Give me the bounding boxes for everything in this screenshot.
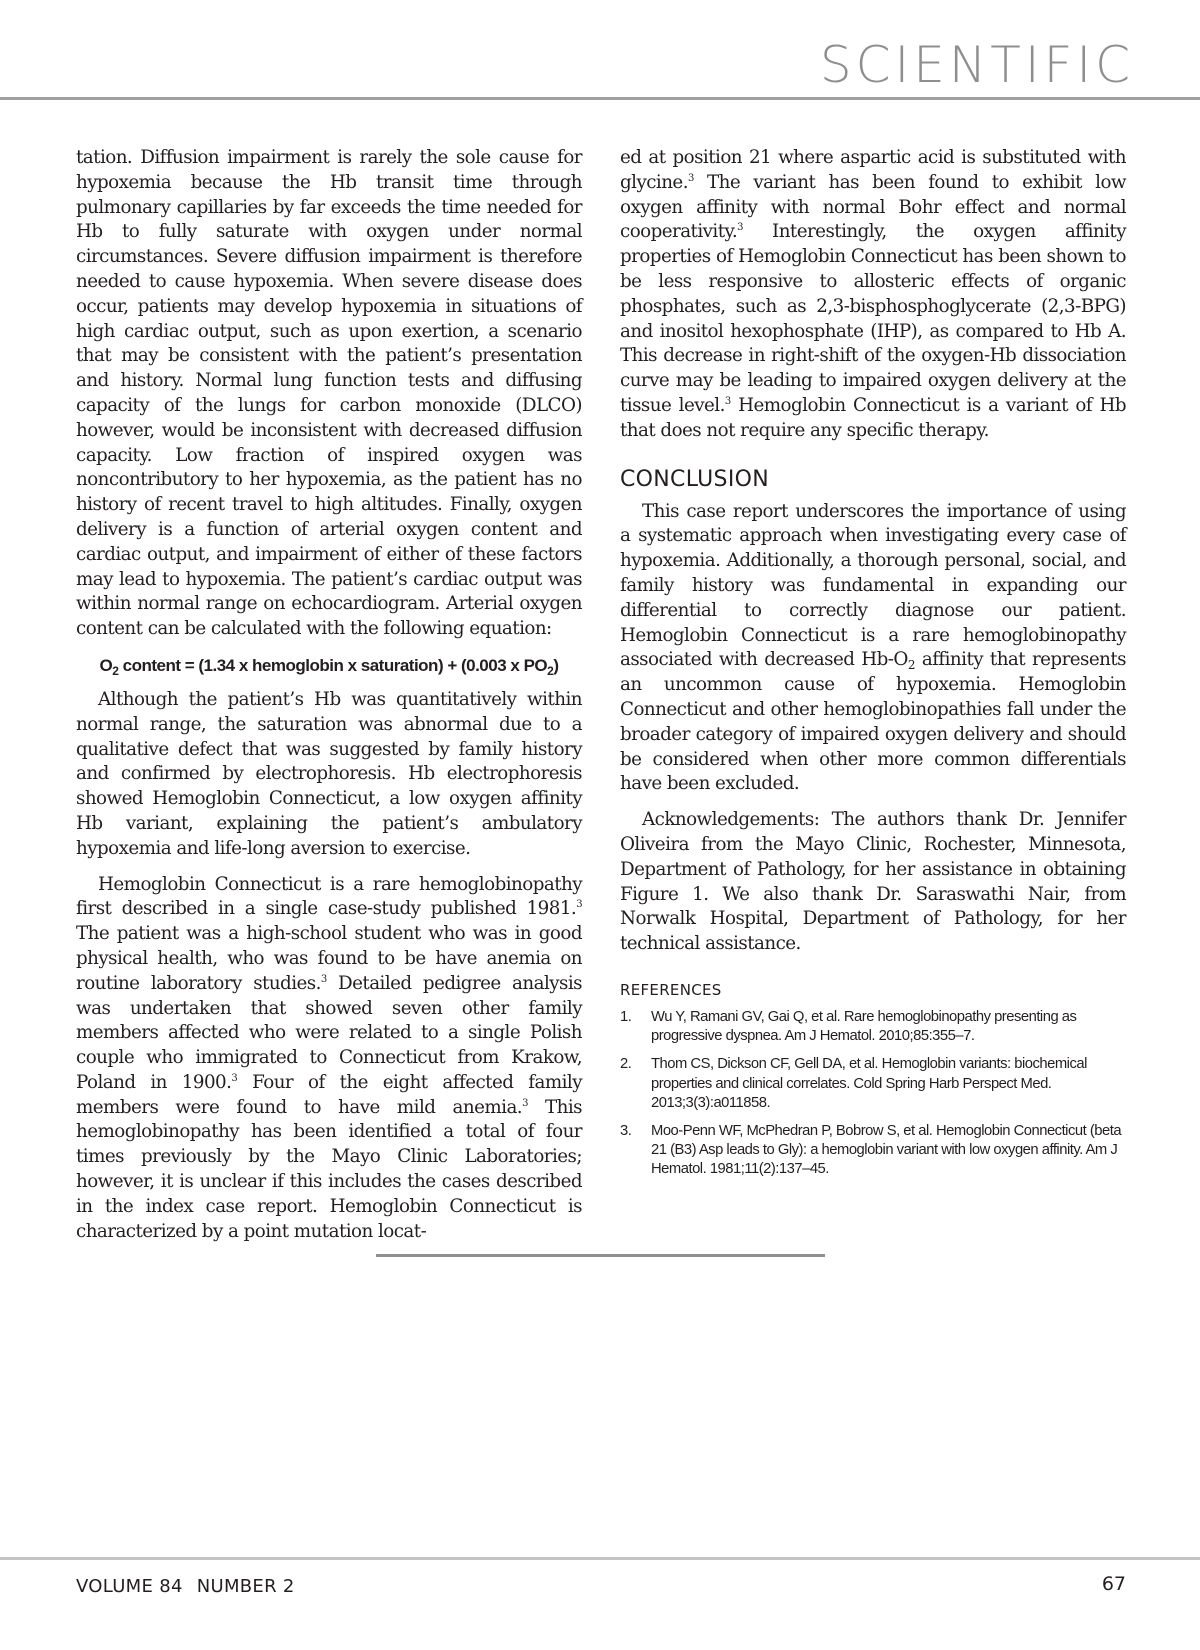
citation-marker: 3	[320, 973, 327, 985]
citation-marker: 3	[576, 899, 582, 911]
oxygen-content-equation: $O_2$ content = (1.34 x hemoglobin x saturation) + (0.003 x $PO_2$)	[99, 655, 559, 678]
header-rule	[0, 97, 1200, 100]
references-heading: REFERENCES	[620, 980, 722, 999]
acknowledgements-paragraph: Acknowledgements: The authors thank Dr. Jennifer Oliveira from the Mayo Clinic, Rochester, Minnesota, Department of Pathology, for her assistance in obtaining Figure 1. We also thank Dr. Saraswathi Nair, from Norwalk Hospital, Department of Pathology, for her technical assistance.	[620, 809, 1126, 955]
conclusion-paragraph: This case report underscores the importance of using a systematic approach when investigating every case of hypoxemia. Additionally, a thorough personal, social, and family history was fundamental in expanding our differential to correctly diagnose our patient. Hemoglobin Connecticut is a rare hemoglobinopathy associated with decreased $Hb-O_2$ affinity that represents an uncommon cause of hypoxemia. Hemoglobin Connecticut and other hemoglobinopathies fall under the broader category of impaired oxygen delivery and should be considered when other more common differentials have been excluded.	[620, 500, 1126, 795]
page-number: 67	[1101, 1573, 1126, 1595]
left-column	[76, 146, 582, 1255]
article-end-rule	[376, 1254, 825, 1257]
citation-marker: 3	[737, 222, 743, 234]
citation-marker: 3	[724, 395, 731, 407]
body-paragraph: tation. Diffusion impairment is rarely the sole cause for hypoxemia because the Hb transit time through pulmonary capillaries by far exceeds the time needed for Hb to fully saturate with oxygen under normal circumstances. Severe diffusion impairment is therefore needed to cause hypoxemia. When severe disease does occur, patients may develop hypoxemia in situations of high cardiac output, such as upon exertion, a scenario that may be consistent with the patient’s presentation and history. Normal lung function tests and diffusing capacity of the lungs for carbon monoxide (DLCO) however, would be inconsistent with decreased diffusion capacity. Low fraction of inspired oxygen was noncontributory to her hypoxemia, as the patient has no history of recent travel to high altitudes. Finally, oxygen delivery is a function of arterial oxygen content and cardiac output, and impairment of either of these factors may lead to hypoxemia. The patient’s cardiac output was within normal range on echocardiogram. Arterial oxygen content can be calculated with the following equation:	[76, 147, 582, 640]
right-column	[620, 146, 1126, 1189]
citation-marker: 3	[687, 172, 694, 184]
section-title: SCIENTIFIC	[819, 36, 1134, 94]
body-paragraph: ed at position 21 where aspartic acid is substituted with glycine.$^3$ The variant has been found to exhibit low oxygen affinity with normal Bohr effect and normal cooperativity.$^3$ Interestingly, the oxygen affinity properties of Hemoglobin Connecticut has been shown to be less responsive to allosteric effects of organic phosphates, such as 2,3-bisphosphoglycerate (2,3-BPG) and inositol hexophosphate (IHP), as compared to Hb A. This decrease in right-shift of the oxygen-Hb dissociation curve may be leading to impaired oxygen delivery at the tissue level.$^3$ Hemoglobin Connecticut is a variant of Hb that does not require any specific therapy.	[620, 147, 1126, 441]
footer-rule	[0, 1557, 1200, 1560]
reference-item: 3. Moo-Penn WF, McPhedran P, Bobrow S, et al. Hemoglobin Connecticut (beta 21 (B3) Asp leads to Gly): a hemoglobin variant with low oxygen affinity. Am J Hematol. 1981;11(2):137–45.	[620, 1122, 1122, 1178]
body-paragraph: Although the patient’s Hb was quantitatively within normal range, the saturation was abnormal due to a qualitative defect that was suggested by family history and confirmed by electrophoresis. Hb electrophoresis showed Hemoglobin Connecticut, a low oxygen affinity Hb variant, explaining the patient’s ambulatory hypoxemia and life-long aversion to exercise.	[76, 688, 582, 859]
footer-issue-info	[76, 1576, 295, 1597]
footer-volume: VOLUME 84	[76, 1576, 183, 1597]
footer-number: NUMBER 2	[196, 1576, 295, 1597]
reference-item: 2. Thom CS, Dickson CF, Gell DA, et al. Hemoglobin variants: biochemical properties and clinical correlates. Cold Spring Harb Perspect Med. 2013;3(3):a011858.	[620, 1056, 1087, 1111]
conclusion-heading: CONCLUSION	[620, 466, 769, 492]
body-paragraph: Hemoglobin Connecticut is a rare hemoglobinopathy first described in a single case-study published 1981.$^3$ The patient was a high-school student who was in good physical health, who was found to be have anemia on routine laboratory studies.$^3$ Detailed pedigree analysis was undertaken that showed seven other family members affected who were related to a single Polish couple who immigrated to Connecticut from Krakow, Poland in 1900.$^3$ Four of the eight affected family members were found to have mild anemia.$^3$ This hemoglobinopathy has been identified a total of four times previously by the Mayo Clinic Laboratories; however, it is unclear if this includes the cases described in the index case report. Hemoglobin Connecticut is characterized by a point mutation locat-	[76, 873, 582, 1242]
citation-marker: 3	[231, 1072, 238, 1084]
reference-item: 1. Wu Y, Ramani GV, Gai Q, et al. Rare hemoglobinopathy presenting as progressive dyspnea. Am J Hematol. 2010;85:355–7.	[620, 1008, 1077, 1045]
citation-marker: 3	[522, 1097, 528, 1109]
